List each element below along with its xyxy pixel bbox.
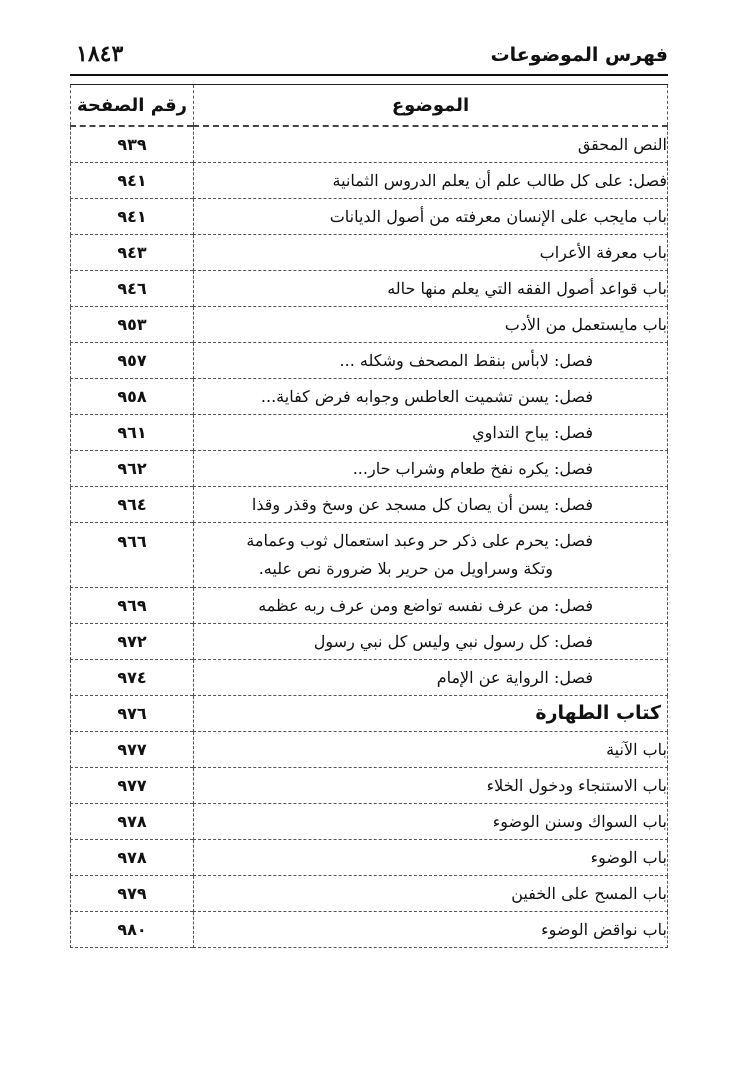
table-row — [71, 487, 668, 523]
topic-cell: باب السواك وسنن الوضوء — [194, 804, 668, 840]
page-cell: ٩٦٩ — [71, 588, 194, 624]
topic-cell: النص المحقق — [194, 126, 668, 163]
page-cell: ٩٦١ — [71, 415, 194, 451]
topic-cell: فصل: على كل طالب علم أن يعلم الدروس الثمانية — [194, 163, 668, 199]
page-cell: ٩٧٩ — [71, 876, 194, 912]
topic-cell: باب مايجب على الإنسان معرفته من أصول الديانات — [194, 199, 668, 235]
table-row — [71, 876, 668, 912]
index-table — [70, 84, 668, 948]
topic-cell: باب نواقض الوضوء — [194, 912, 668, 948]
topic-cell: باب مايستعمل من الأدب — [194, 307, 668, 343]
table-row — [71, 588, 668, 624]
topic-cell: باب المسح على الخفين — [194, 876, 668, 912]
table-row-book-heading — [71, 696, 668, 732]
page-cell: ٩٧٤ — [71, 660, 194, 696]
page-header — [70, 40, 668, 76]
topic-cell-multiline — [194, 523, 668, 588]
page-cell: ٩٥٨ — [71, 379, 194, 415]
topic-cell: باب الاستنجاء ودخول الخلاء — [194, 768, 668, 804]
topic-cell: فصل: لابأس بنقط المصحف وشكله ... — [194, 343, 668, 379]
page-cell: ٩٤١ — [71, 199, 194, 235]
table-row — [71, 199, 668, 235]
table-row — [71, 804, 668, 840]
table-row — [71, 624, 668, 660]
book-heading-cell: كتاب الطهارة — [194, 696, 668, 732]
page-cell: ٩٦٢ — [71, 451, 194, 487]
column-header-topic: الموضوع — [194, 85, 668, 127]
topic-cell: باب معرفة الأعراب — [194, 235, 668, 271]
page-cell: ٩٣٩ — [71, 126, 194, 163]
topic-cell: باب الآنية — [194, 732, 668, 768]
topic-cell: فصل: يسن أن يصان كل مسجد عن وسخ وقذر وقذا — [194, 487, 668, 523]
table-row — [71, 768, 668, 804]
table-row — [71, 379, 668, 415]
table-row — [71, 660, 668, 696]
topic-cell: فصل: يكره نفخ طعام وشراب حار... — [194, 451, 668, 487]
table-header-row — [71, 85, 668, 127]
page-cell: ٩٤١ — [71, 163, 194, 199]
page-cell: ٩٧٦ — [71, 696, 194, 732]
page-cell: ٩٦٦ — [71, 523, 194, 588]
page-cell: ٩٨٠ — [71, 912, 194, 948]
table-row — [71, 271, 668, 307]
column-header-page: رقم الصفحة — [71, 85, 194, 127]
page-cell: ٩٤٦ — [71, 271, 194, 307]
topic-cell: باب قواعد أصول الفقه التي يعلم منها حاله — [194, 271, 668, 307]
page-cell: ٩٤٣ — [71, 235, 194, 271]
topic-cell: فصل: يباح التداوي — [194, 415, 668, 451]
topic-cell: فصل: الرواية عن الإمام — [194, 660, 668, 696]
page-cell: ٩٧٢ — [71, 624, 194, 660]
topic-cell: فصل: يسن تشميت العاطس وجوابه فرض كفاية... — [194, 379, 668, 415]
table-row — [71, 451, 668, 487]
table-row — [71, 126, 668, 163]
page-cell: ٩٧٧ — [71, 732, 194, 768]
page-cell: ٩٥٧ — [71, 343, 194, 379]
page-cell: ٩٧٨ — [71, 840, 194, 876]
table-row — [71, 415, 668, 451]
table-row — [71, 523, 668, 588]
topic-line-2: وتكة وسراويل من حرير بلا ضرورة نص عليه. — [258, 559, 553, 578]
header-title: فهرس الموضوعات — [490, 44, 668, 66]
page-cell: ٩٦٤ — [71, 487, 194, 523]
table-row — [71, 912, 668, 948]
topic-cell: باب الوضوء — [194, 840, 668, 876]
topic-line-1: فصل: يحرم على ذكر حر وعبد استعمال ثوب وعمامة — [246, 531, 593, 550]
table-row — [71, 840, 668, 876]
topic-cell: فصل: من عرف نفسه تواضع ومن عرف ربه عظمه — [194, 588, 668, 624]
table-row — [71, 235, 668, 271]
table-row — [71, 732, 668, 768]
table-row — [71, 163, 668, 199]
topic-cell: فصل: كل رسول نبي وليس كل نبي رسول — [194, 624, 668, 660]
header-page-number: ١٨٤٣ — [76, 41, 124, 67]
page-cell: ٩٧٨ — [71, 804, 194, 840]
table-row — [71, 343, 668, 379]
page-cell: ٩٧٧ — [71, 768, 194, 804]
table-row — [71, 307, 668, 343]
page-cell: ٩٥٣ — [71, 307, 194, 343]
